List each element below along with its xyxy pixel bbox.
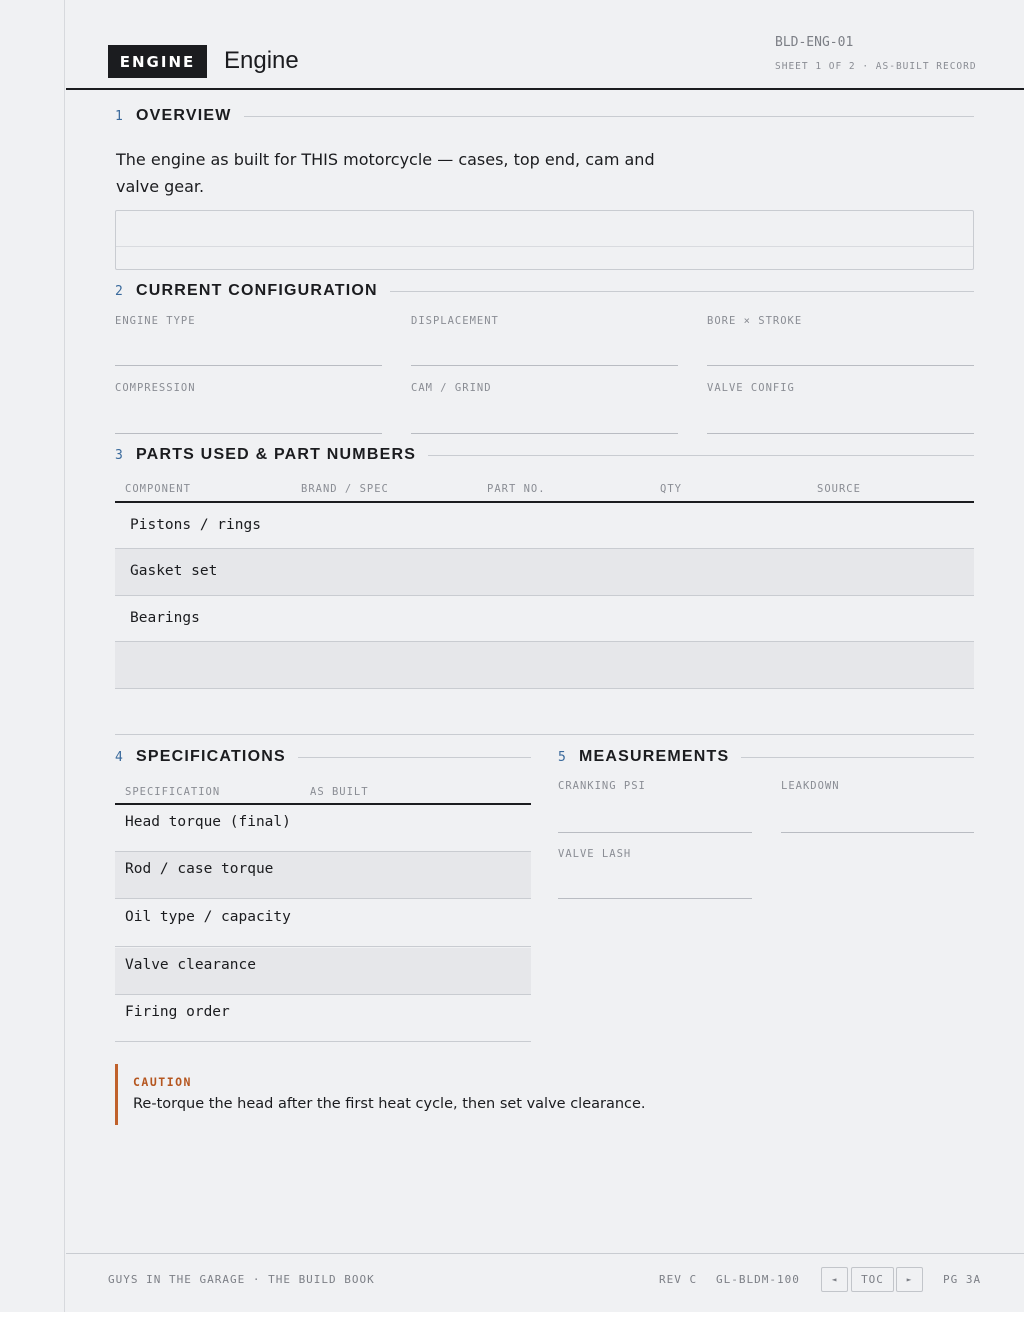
table-row[interactable] [115,596,974,642]
section-parts-heading [115,446,974,464]
field-label: CRANKING PSI [558,780,646,792]
field-underline [707,433,974,434]
revision-label: REV C [659,1273,698,1286]
spec-label: Firing order [125,1004,230,1020]
column-header-specification: SPECIFICATION [125,786,221,798]
header-divider [66,88,1024,90]
section-rule [244,116,974,117]
arrow-right-icon: ► [906,1275,913,1284]
field-underline [781,832,974,833]
column-header-part-no: PART NO. [487,483,546,495]
section-rule [428,455,974,456]
field-label: BORE × STROKE [707,315,803,327]
spec-row[interactable] [115,852,531,899]
section-rule [298,757,531,758]
section-configuration-heading [115,282,974,300]
spec-label: Rod / case torque [125,861,274,877]
section-title: OVERVIEW [136,107,232,124]
next-page-button[interactable] [896,1267,923,1292]
column-header-source: SOURCE [817,483,861,495]
section-tag: ENGINE [108,45,207,78]
valve-config-field[interactable] [707,382,974,434]
section-title: MEASUREMENTS [579,748,730,765]
field-underline [115,365,382,366]
previous-page-button[interactable] [821,1267,848,1292]
cam-grind-field[interactable] [411,382,678,434]
caution-callout [115,1064,715,1125]
table-row[interactable] [115,642,974,689]
table-row[interactable] [115,549,974,596]
bore-stroke-field[interactable] [707,315,974,367]
table-row[interactable] [115,689,974,735]
field-underline [707,365,974,366]
section-number: 4 [115,749,123,765]
spec-label: Oil type / capacity [125,909,291,925]
table-row[interactable] [115,503,974,549]
section-title: CURRENT CONFIGURATION [136,282,378,299]
section-rule [390,291,974,292]
overview-text: The engine as built for THIS motorcycle — cases, top end, cam and valve gear. [116,150,655,196]
section-measurements-heading [558,748,974,766]
leakdown-field[interactable] [781,780,974,834]
spec-row[interactable] [115,948,531,995]
spec-row[interactable] [115,900,531,947]
caution-label: CAUTION [133,1075,192,1089]
field-underline [558,832,752,833]
binding-margin-line [64,0,65,1312]
section-number: 1 [115,108,123,124]
field-underline [411,433,678,434]
compression-field[interactable] [115,382,382,434]
component-cell: Bearings [130,610,200,626]
sheet-info: SHEET 1 OF 2 · AS-BUILT RECORD [775,61,977,72]
caution-text: Re-torque the head after the first heat cycle, then set valve clearance. [133,1096,646,1112]
notes-ruled-line [116,246,973,247]
column-header-as-built: AS BUILT [310,786,369,798]
section-title: PARTS USED & PART NUMBERS [136,446,417,463]
section-title: SPECIFICATIONS [136,748,286,765]
toc-button[interactable]: TOC [851,1267,894,1292]
spec-row[interactable] [115,995,531,1042]
component-cell: Gasket set [130,563,218,579]
page-number: PG 3A [943,1273,982,1286]
column-header-component: COMPONENT [125,483,191,495]
field-label: LEAKDOWN [781,780,840,792]
field-underline [411,365,678,366]
section-number: 2 [115,283,123,299]
field-label: VALVE CONFIG [707,382,795,394]
field-label: CAM / GRIND [411,382,492,394]
cranking-psi-field[interactable] [558,780,752,834]
section-overview-heading [115,107,974,125]
engine-type-field[interactable] [115,315,382,367]
page-title: Engine [224,47,299,74]
spec-row[interactable] [115,805,531,852]
displacement-field[interactable] [411,315,678,367]
valve-lash-field[interactable] [558,848,752,900]
section-specifications-heading [115,748,531,766]
component-cell: Pistons / rings [130,517,261,533]
field-underline [558,898,752,899]
column-header-qty: QTY [660,483,682,495]
overview-notes-field[interactable] [115,210,974,270]
section-number: 3 [115,447,123,463]
field-underline [115,433,382,434]
section-rule [741,757,974,758]
footer-book-title: GUYS IN THE GARAGE · THE BUILD BOOK [108,1273,375,1286]
field-label: VALVE LASH [558,848,632,860]
field-label: COMPRESSION [115,382,196,394]
footer-divider [66,1253,1024,1254]
column-header-brand-spec: BRAND / SPEC [301,483,389,495]
spec-label: Head torque (final) [125,814,291,830]
arrow-left-icon: ◄ [831,1275,838,1284]
section-number: 5 [558,749,566,765]
document-id: BLD-ENG-01 [775,35,854,50]
document-code: GL-BLDM-100 [716,1273,800,1286]
field-label: ENGINE TYPE [115,315,196,327]
spec-label: Valve clearance [125,957,256,973]
field-label: DISPLACEMENT [411,315,499,327]
